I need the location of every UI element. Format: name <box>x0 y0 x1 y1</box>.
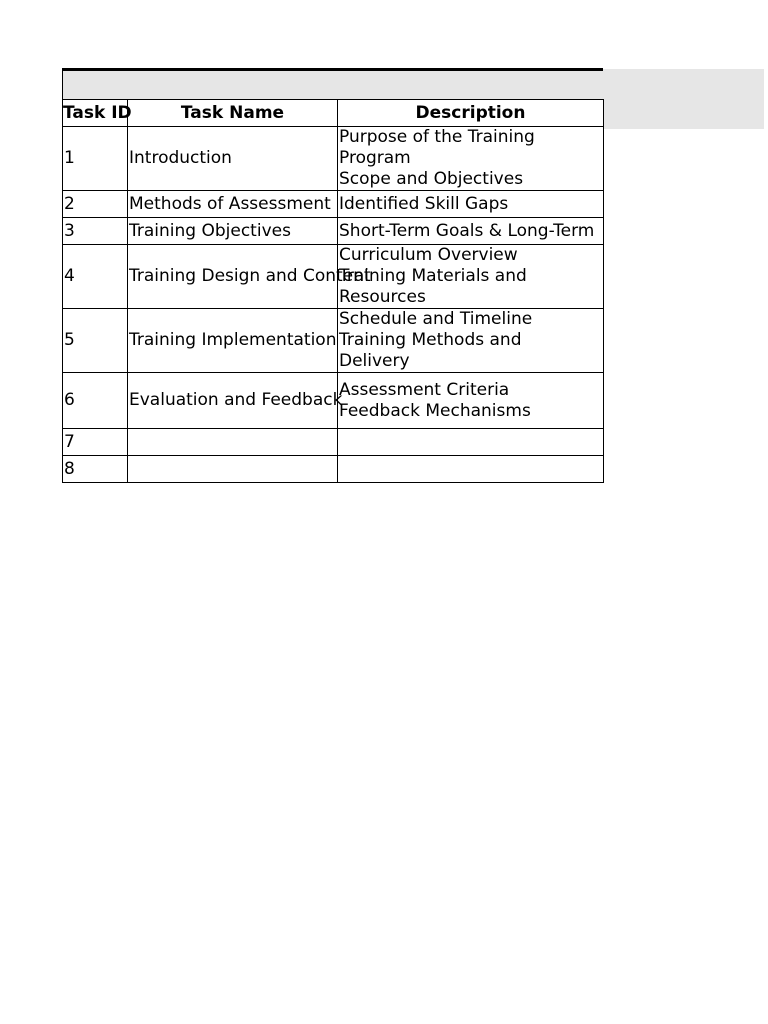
header-row <box>63 100 604 127</box>
task-name-cell[interactable]: Methods of Assessment <box>128 191 338 218</box>
table-row <box>63 456 604 483</box>
description-cell[interactable]: Short-Term Goals & Long-Term <box>338 218 604 245</box>
task-id-cell[interactable]: 6 <box>63 373 128 429</box>
table-row <box>63 309 604 373</box>
task-name-cell[interactable]: Training Implementation <box>128 309 338 373</box>
header-description[interactable]: Description <box>338 100 604 127</box>
task-id-cell[interactable]: 7 <box>63 429 128 456</box>
task-id-cell[interactable]: 2 <box>63 191 128 218</box>
task-name-cell[interactable]: Introduction <box>128 127 338 191</box>
description-cell[interactable]: Identified Skill Gaps <box>338 191 604 218</box>
task-id-cell[interactable]: 8 <box>63 456 128 483</box>
task-name-cell[interactable]: Evaluation and Feedback <box>128 373 338 429</box>
task-id-cell[interactable]: 5 <box>63 309 128 373</box>
task-id-cell[interactable]: 3 <box>63 218 128 245</box>
description-cell[interactable]: Assessment Criteria Feedback Mechanisms <box>338 373 604 429</box>
title-row[interactable] <box>62 68 603 99</box>
table-row <box>63 218 604 245</box>
header-task-id[interactable]: Task ID <box>63 100 128 127</box>
task-id-cell[interactable]: 4 <box>63 245 128 309</box>
header-band <box>603 69 764 129</box>
description-cell[interactable]: Schedule and Timeline Training Methods and Delivery <box>338 309 604 373</box>
task-name-cell[interactable] <box>128 456 338 483</box>
spreadsheet <box>62 68 603 483</box>
header-task-name[interactable]: Task Name <box>128 100 338 127</box>
task-id-cell[interactable]: 1 <box>63 127 128 191</box>
table-row <box>63 127 604 191</box>
task-name-cell[interactable]: Training Design and Content <box>128 245 338 309</box>
task-name-cell[interactable] <box>128 429 338 456</box>
description-cell[interactable] <box>338 456 604 483</box>
description-cell[interactable]: Curriculum Overview Training Materials and Resources <box>338 245 604 309</box>
table-row <box>63 429 604 456</box>
table-row <box>63 245 604 309</box>
table-row <box>63 191 604 218</box>
description-cell[interactable] <box>338 429 604 456</box>
task-name-cell[interactable]: Training Objectives <box>128 218 338 245</box>
table-row <box>63 373 604 429</box>
task-table <box>62 99 604 483</box>
description-cell[interactable]: Purpose of the Training Program Scope and Objectives <box>338 127 604 191</box>
